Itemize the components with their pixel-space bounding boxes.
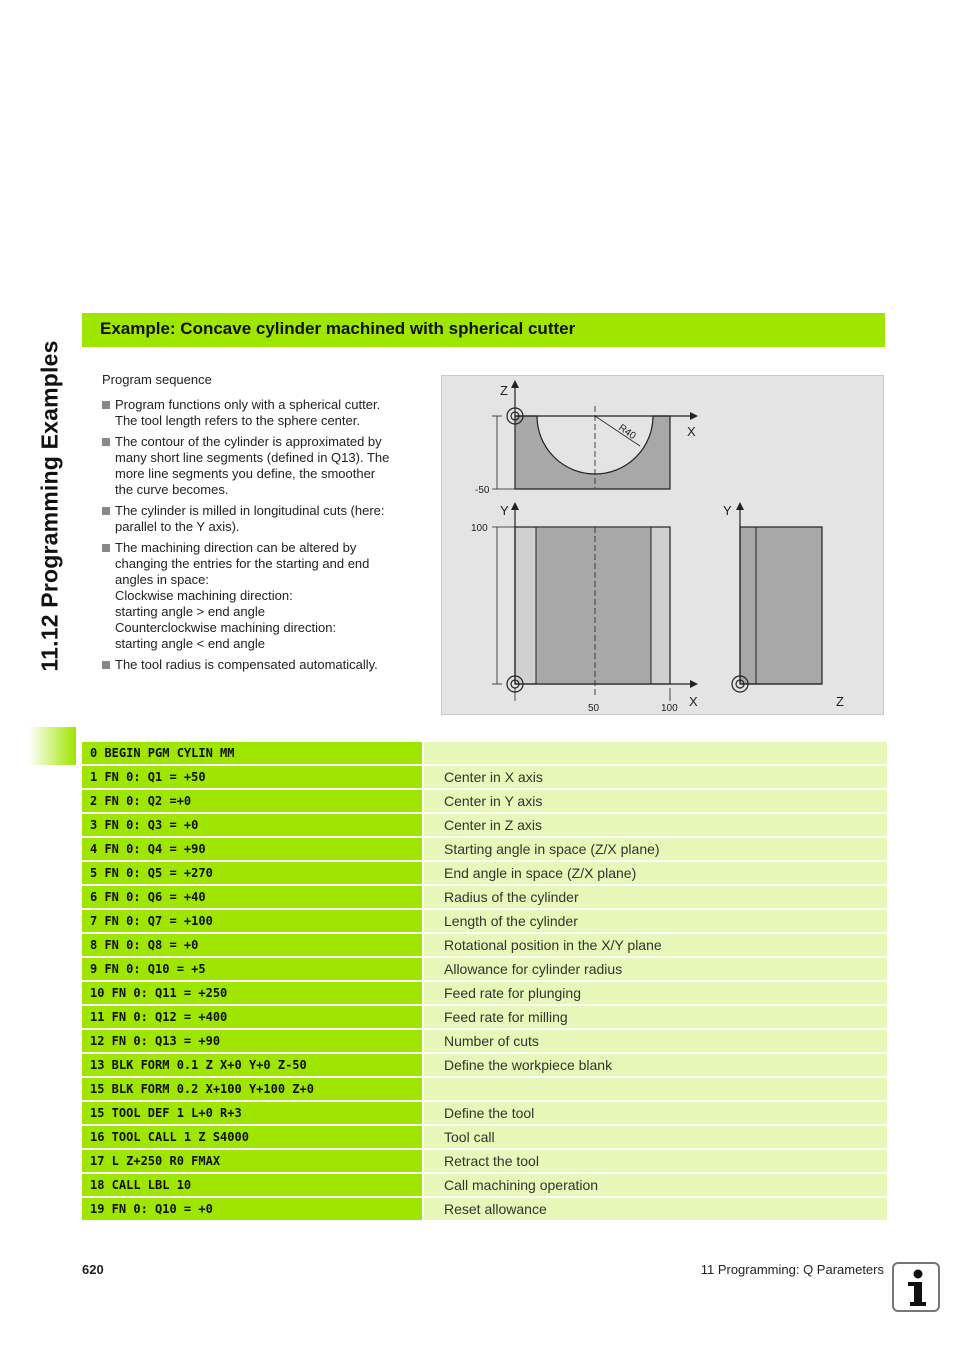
intro-bullet [102,397,427,429]
program-comment: Length of the cylinder [424,910,887,932]
technical-drawing [441,375,884,715]
program-row [82,1078,887,1100]
program-row [82,790,887,812]
top-z-label: Z [500,383,508,398]
bullet-text: Program functions only with a spherical cutter. The tool length refers to the sphere center. [115,397,381,428]
program-comment: Center in X axis [424,766,887,788]
program-row [82,886,887,908]
program-comment: Center in Y axis [424,790,887,812]
depth-label: -50 [475,485,490,496]
section-title: Example: Concave cylinder machined with spherical cutter [100,319,576,338]
program-comment: Feed rate for milling [424,1006,887,1028]
program-comment: Allowance for cylinder radius [424,958,887,980]
bullet-text: The tool radius is compensated automatically. [115,657,378,672]
program-row [82,934,887,956]
program-comment: Retract the tool [424,1150,887,1172]
program-row [82,1030,887,1052]
program-row [82,1006,887,1028]
front-view-cut [536,527,651,684]
intro-heading: Program sequence [102,372,212,387]
front-y-label: Y [500,503,509,518]
program-code: 5 FN 0: Q5 = +270 [82,862,422,884]
program-code: 7 FN 0: Q7 = +100 [82,910,422,932]
program-code: 18 CALL LBL 10 [82,1174,422,1196]
program-comment: Rotational position in the X/Y plane [424,934,887,956]
intro-text [102,372,427,678]
program-comment: End angle in space (Z/X plane) [424,862,887,884]
program-row [82,814,887,836]
program-row [82,1198,887,1220]
program-comment: Starting angle in space (Z/X plane) [424,838,887,860]
nc-program-table [82,742,887,1222]
front-y-dim: 100 [471,523,488,534]
program-row [82,766,887,788]
program-comment: Reset allowance [424,1198,887,1220]
program-code: 2 FN 0: Q2 =+0 [82,790,422,812]
program-row [82,910,887,932]
program-code: 1 FN 0: Q1 = +50 [82,766,422,788]
program-code: 8 FN 0: Q8 = +0 [82,934,422,956]
program-code: 3 FN 0: Q3 = +0 [82,814,422,836]
top-x-label: X [687,424,696,439]
program-row [82,1102,887,1124]
program-comment: Number of cuts [424,1030,887,1052]
program-code: 4 FN 0: Q4 = +90 [82,838,422,860]
intro-bullet [102,540,427,652]
program-comment: Define the workpiece blank [424,1054,887,1076]
side-tab-marker [28,727,76,765]
side-chapter-title [28,316,72,696]
program-row [82,1054,887,1076]
intro-bullet [102,434,427,498]
program-row [82,862,887,884]
program-row [82,1174,887,1196]
program-row [82,958,887,980]
program-comment: Feed rate for plunging [424,982,887,1004]
program-comment [424,742,887,764]
side-view-workpiece [740,527,822,684]
program-code: 11 FN 0: Q12 = +400 [82,1006,422,1028]
program-code: 10 FN 0: Q11 = +250 [82,982,422,1004]
program-code: 9 FN 0: Q10 = +5 [82,958,422,980]
chapter-footer: 11 Programming: Q Parameters [700,1262,884,1277]
program-comment [424,1078,887,1100]
program-code: 13 BLK FORM 0.1 Z X+0 Y+0 Z-50 [82,1054,422,1076]
program-comment: Call machining operation [424,1174,887,1196]
program-comment: Radius of the cylinder [424,886,887,908]
program-comment: Center in Z axis [424,814,887,836]
bullet-text: The machining direction can be altered by changing the entries for the starting and end angles in space: Clockwise machining direction: starting angle > end angle Counterclockwise machining direction: starting angle < end angle [115,540,370,651]
drawing-svg [442,376,885,716]
radius-label: R40 [616,422,638,442]
program-row [82,982,887,1004]
program-code: 16 TOOL CALL 1 Z S4000 [82,1126,422,1148]
bullet-text: The contour of the cylinder is approximated by many short line segments (defined in Q13). The more line segments you define, the smoother the curve becomes. [115,434,390,497]
top-view-workpiece [515,416,670,489]
intro-bullet [102,657,427,673]
intro-bullet [102,503,427,535]
program-row [82,742,887,764]
side-y-label: Y [723,503,732,518]
program-code: 17 L Z+250 R0 FMAX [82,1150,422,1172]
front-x-dim-100: 100 [661,703,678,714]
front-x-label: X [689,694,698,709]
side-chapter-title-text: 11.12 Programming Examples [36,340,63,672]
program-row [82,838,887,860]
program-code: 15 TOOL DEF 1 L+0 R+3 [82,1102,422,1124]
program-comment: Tool call [424,1126,887,1148]
bullet-text: The cylinder is milled in longitudinal cuts (here: parallel to the Y axis). [115,503,385,534]
page-number: 620 [82,1262,104,1277]
program-row [82,1126,887,1148]
front-x-dim-50: 50 [588,703,600,714]
program-code: 6 FN 0: Q6 = +40 [82,886,422,908]
program-comment: Define the tool [424,1102,887,1124]
program-code: 0 BEGIN PGM CYLIN MM [82,742,422,764]
program-code: 15 BLK FORM 0.2 X+100 Y+100 Z+0 [82,1078,422,1100]
section-header [82,313,885,347]
program-code: 19 FN 0: Q10 = +0 [82,1198,422,1220]
info-icon [892,1262,940,1312]
program-code: 12 FN 0: Q13 = +90 [82,1030,422,1052]
side-z-label: Z [836,694,844,709]
program-row [82,1150,887,1172]
